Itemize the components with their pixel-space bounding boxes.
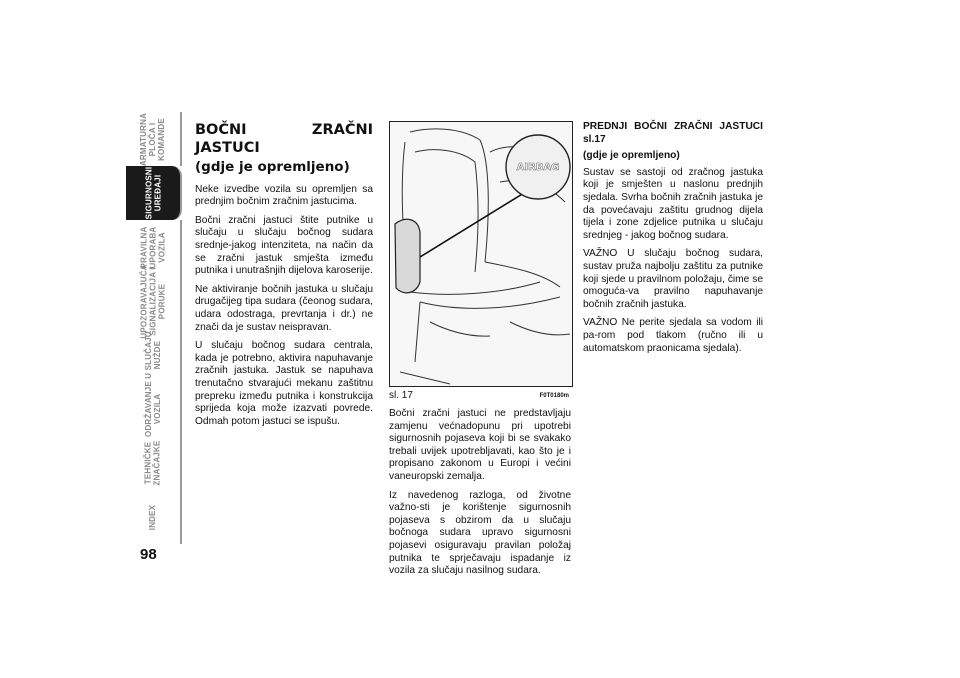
important-note: VAŽNO U slučaju bočnog sudara, sustav pruža najbolju zaštitu za putnike koji sjede u pravilnom položaju, čime se omogućа-va pravilno napuhavanje bočnih zračnih jastuka. (583, 248, 763, 310)
paragraph: Bočni zračni jastuci ne predstavljaju zamjenu većnadopunu pri upotrebi sigurnosnih pojaseva koji bi se svakako trebali uvijek upotrebljavati, kao što je i propisano zakonom u Europi i većini vaneuropski zemalja. (389, 408, 571, 482)
important-note: VAŽNO Ne perite sjedala sa vodom ili pa-rom pod tlakom (ručno ili u automatskom praonicama sjedala). (583, 317, 763, 354)
tab-upozoravajuca-signalizacija[interactable] (126, 263, 182, 339)
figure-caption (389, 390, 571, 401)
tab-label: ODRŽAVANJE VOZILA (144, 381, 162, 437)
tab-label: U SLUČAJU NUŽDE (144, 331, 162, 379)
tab-u-slucaju-nuzde[interactable] (126, 328, 182, 382)
tab-label: UPOZORAVAJUĆA SIGNALIZACIJA I PORUKE (139, 263, 167, 339)
airbag-module-shape (395, 219, 420, 292)
tab-index[interactable] (126, 490, 182, 544)
section-heading: PREDNJI BOČNI ZRAČNI JASTUCI sl.17 (583, 121, 763, 145)
tab-label: SIGURNOSNI UREĐAJI (143, 166, 162, 220)
page-title: BOČNI ZRAČNI JASTUCI (195, 122, 373, 156)
chapter-tabs (126, 112, 182, 544)
tab-label: ARMATURNA PLOČA I KOMANDE (139, 112, 167, 166)
tab-label: PRAVILNA UPORABA VOZILA (139, 226, 167, 268)
tab-odrzavanje-vozila[interactable] (126, 382, 182, 436)
paragraph: Bočni zračni jastuci štite putnike u slučaju u slučaju bočnog sudara srednje-jakog intenziteta, na način da se zračni jastuk smješta između putnika i unutrašnjih dijelova karoserije. (195, 214, 373, 277)
tab-armaturna-ploca[interactable] (126, 112, 182, 166)
seat-airbag-illustration (389, 121, 573, 387)
figure-number: sl. 17 (389, 390, 413, 401)
paragraph: U slučaju bočnog sudara centrala, kada je potrebno, aktivira napuhavanje zračnih jastuka. Jastuk se napuhava trenutačno stvarajući mekanu zaštitnu prepreku između putnika i konstrukcija sprijeda koja može izazvati povrede. Odmah potom jastuci se ispušu. (195, 340, 373, 427)
paragraph: Ne aktiviranje bočnih jastuka u slučaju drugačijeg tipa sudara (čeonog sudara, udara odostraga, prevrtanja i dr.) ne znači da je sustav neispravan. (195, 283, 373, 333)
page-number: 98 (140, 546, 157, 563)
paragraph: Iz navedenog razloga, od životne važno-sti je korištenje sigurnosnih pojaseva s obzirom da u slučaju bočnoga sudara upravo sigurnosni pojasevi osiguravaju pravilan položaj putnika te sprječavaju ispadanje iz vozila za slučaju nasilnog sudara. (389, 489, 571, 577)
tab-label: INDEX (148, 504, 158, 530)
paragraph: Sustav se sastoji od zračnog jastuka koji je smješten u naslonu prednjih sjedala. Svrha bočnih zračnih jastuka je da povećavaju zaštitu grudnog dijela tijela i zone zdjelice putnika u slučaju srednjeg - jakog bočnog sudara. (583, 166, 763, 241)
seat-drawing (390, 122, 572, 386)
column-1 (195, 121, 373, 434)
airbag-label: AIRBAG (516, 162, 560, 173)
tab-label: TEHNIČKE ZNAČAJKE (143, 440, 162, 486)
tab-sigurnosni-uredaji[interactable] (126, 166, 182, 220)
figure-code: F0T0180m (539, 393, 569, 399)
section-subheading: (gdje je opremljeno) (583, 150, 680, 162)
page-subtitle: (gdje je opremljeno) (195, 159, 350, 175)
column-2 (389, 408, 571, 584)
paragraph: Neke izvedbe vozila su opremljen sa prednjim bočnim zračnim jastucima. (195, 183, 373, 208)
tab-tehnicke-znacajke[interactable] (126, 436, 182, 490)
column-3 (583, 121, 763, 361)
